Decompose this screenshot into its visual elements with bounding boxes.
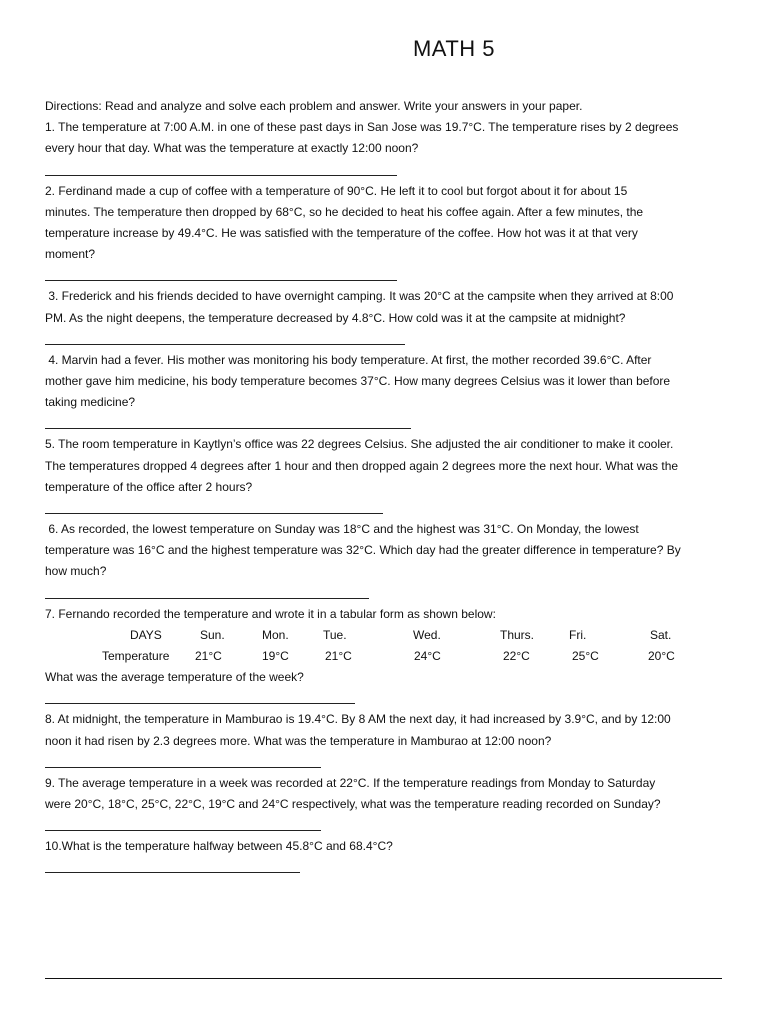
table-header-sat: Sat.	[650, 627, 672, 642]
table-header-wed: Wed.	[413, 627, 441, 642]
problem-7	[45, 604, 725, 710]
answer-line-3	[45, 329, 725, 350]
problem-9-line-2: were 20°C, 18°C, 25°C, 22°C, 19°C and 24°C respectively, what was the temperature reading recorded on Sunday?	[45, 797, 661, 812]
problem-7-question: What was the average temperature of the week?	[45, 670, 304, 685]
table-header-tue: Tue.	[323, 627, 347, 642]
page-title: MATH 5	[412, 36, 496, 61]
problem-2-line-1: 2. Ferdinand made a cup of coffee with a temperature of 90°C. He left it to cool but forgot about it for about 15	[45, 183, 628, 198]
problem-8	[45, 709, 725, 772]
problem-4-line-2: mother gave him medicine, his body temperature becomes 37°C. How many degrees Celsius was it lower than before	[45, 374, 671, 389]
table-cell-tue: 21°C	[325, 649, 352, 664]
problem-2-line-4: moment?	[45, 247, 96, 262]
table-cell-thurs: 22°C	[503, 649, 530, 664]
answer-line-6	[45, 583, 725, 604]
table-cell-mon: 19°C	[262, 649, 289, 664]
table-header-sun: Sun.	[200, 627, 225, 642]
answer-line-1	[45, 160, 725, 181]
problem-6	[45, 519, 725, 604]
problem-5	[45, 434, 725, 519]
answer-line-2	[45, 265, 725, 286]
answer-line-10	[45, 857, 725, 878]
problem-4	[45, 350, 725, 435]
directions-text: Directions: Read and analyze and solve each problem and answer. Write your answers in your paper.	[45, 99, 583, 113]
problem-5-line-2: The temperatures dropped 4 degrees after 1 hour and then dropped again 2 degrees more the next hour. What was the	[45, 458, 679, 473]
table-cell-sun: 21°C	[195, 649, 222, 664]
problem-1-line-2: every hour that day. What was the temperature at exactly 12:00 noon?	[45, 141, 419, 156]
problem-3	[45, 286, 725, 349]
problem-3-line-1: 3. Frederick and his friends decided to have overnight camping. It was 20°C at the campsite when they arrived at 8:00	[45, 289, 674, 304]
problem-10-line-1: 10.What is the temperature halfway between 45.8°C and 68.4°C?	[45, 839, 393, 854]
problem-3-line-2: PM. As the night deepens, the temperature decreased by 4.8°C. How cold was it at the campsite at midnight?	[45, 310, 626, 325]
temperature-table-row	[45, 646, 725, 667]
table-cell-fri: 25°C	[572, 649, 599, 664]
table-header-thurs: Thurs.	[500, 627, 535, 642]
answer-line-4	[45, 413, 725, 434]
problem-2-line-3: temperature increase by 49.4°C. He was satisfied with the temperature of the coffee. How hot was it at that very	[45, 226, 638, 241]
footer-divider	[45, 978, 722, 979]
problem-8-line-2: noon it had risen by 2.3 degrees more. What was the temperature in Mamburao at 12:00 noon?	[45, 733, 552, 748]
problem-6-line-3: how much?	[45, 564, 107, 579]
table-header-days: DAYS	[130, 627, 162, 642]
table-header-fri: Fri.	[569, 627, 587, 642]
problem-7-line-1: 7. Fernando recorded the temperature and wrote it in a tabular form as shown below:	[45, 606, 496, 621]
table-cell-wed: 24°C	[414, 649, 441, 664]
table-row-label: Temperature	[102, 649, 170, 664]
answer-line-5	[45, 498, 725, 519]
problem-1-line-1: 1. The temperature at 7:00 A.M. in one of these past days in San Jose was 19.7°C. The temperature rises by 2 degrees	[45, 120, 679, 135]
table-header-mon: Mon.	[262, 627, 289, 642]
problem-9	[45, 773, 725, 836]
problem-1	[45, 117, 725, 180]
problem-5-line-1: 5. The room temperature in Kaytlyn’s office was 22 degrees Celsius. She adjusted the air conditioner to make it cooler.	[45, 437, 674, 452]
problem-6-line-1: 6. As recorded, the lowest temperature on Sunday was 18°C and the highest was 31°C. On Monday, the lowest	[45, 522, 639, 537]
problem-9-line-1: 9. The average temperature in a week was recorded at 22°C. If the temperature readings from Monday to Saturday	[45, 775, 656, 790]
problem-2-line-2: minutes. The temperature then dropped by 68°C, so he decided to heat his coffee again. After a few minutes, the	[45, 204, 644, 219]
problem-6-line-2: temperature was 16°C and the highest temperature was 32°C. Which day had the greater difference in temperature? By	[45, 543, 681, 558]
problem-8-line-1: 8. At midnight, the temperature in Mamburao is 19.4°C. By 8 AM the next day, it had increased by 3.9°C, and by 12:00	[45, 712, 671, 727]
problem-10	[45, 836, 725, 878]
problem-4-line-1: 4. Marvin had a fever. His mother was monitoring his body temperature. At first, the mother recorded 39.6°C. After	[45, 352, 652, 367]
problem-5-line-3: temperature of the office after 2 hours?	[45, 479, 253, 494]
temperature-table-header	[45, 625, 725, 646]
answer-line-8	[45, 752, 725, 773]
problem-4-line-3: taking medicine?	[45, 395, 136, 410]
answer-line-7	[45, 688, 725, 709]
table-cell-sat: 20°C	[648, 649, 675, 664]
problem-2	[45, 181, 725, 287]
answer-line-9	[45, 815, 725, 836]
worksheet-content	[45, 96, 725, 878]
